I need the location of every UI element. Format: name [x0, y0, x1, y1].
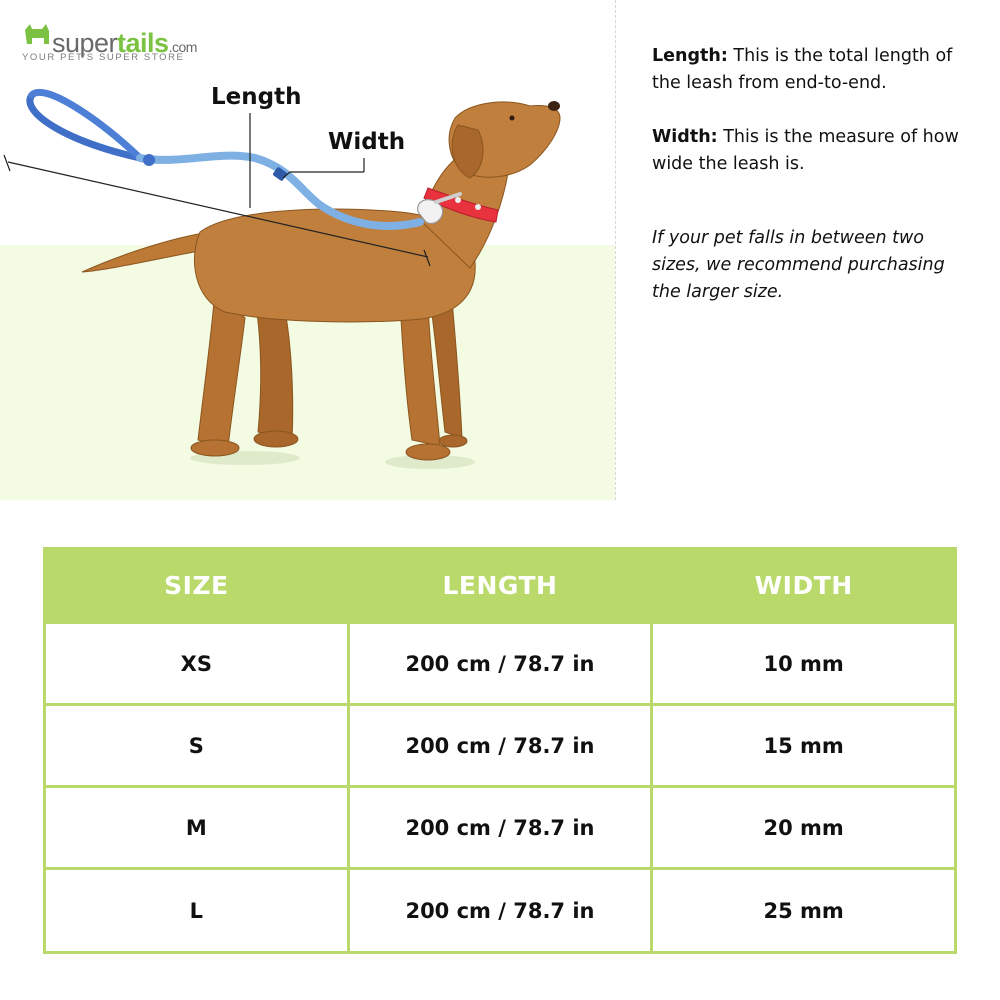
length-cell: 200 cm / 78.7 in [348, 869, 652, 953]
length-description: This is the total length of the leash from end-to-end. [652, 46, 953, 93]
blue-leash [30, 92, 460, 226]
table-header-row [45, 549, 956, 623]
table-row [45, 623, 956, 705]
logo-tagline: YOUR PET'S SUPER STORE [22, 52, 185, 63]
length-cell: 200 cm / 78.7 in [348, 623, 652, 705]
logo-word-part2: tails [117, 28, 169, 58]
size-cell: S [45, 705, 349, 787]
length-cell: 200 cm / 78.7 in [348, 787, 652, 869]
header-length: LENGTH [348, 549, 652, 623]
illustration-area [0, 0, 615, 500]
size-cell: L [45, 869, 349, 953]
length-term: Length: [652, 46, 728, 66]
logo-word-part1: super [52, 28, 118, 58]
length-callout-label: Length [211, 84, 302, 110]
width-description: This is the measure of how wide the leash is. [652, 127, 959, 174]
width-cell: 20 mm [652, 787, 956, 869]
table-row [45, 869, 956, 953]
logo-domain-suffix: .com [168, 39, 197, 55]
measurement-info-panel [652, 43, 972, 333]
vertical-divider [615, 0, 616, 500]
width-cell: 10 mm [652, 623, 956, 705]
size-recommendation-note: If your pet falls in between two sizes, we recommend purchasing the larger size. [652, 228, 945, 302]
size-cell: M [45, 787, 349, 869]
size-cell: XS [45, 623, 349, 705]
table-row [45, 705, 956, 787]
width-definition [652, 124, 972, 178]
length-definition [652, 43, 972, 97]
dog-figure [82, 101, 560, 460]
size-chart-table [43, 547, 957, 954]
supertails-logo[interactable] [20, 14, 220, 66]
table-row [45, 787, 956, 869]
width-cell: 15 mm [652, 705, 956, 787]
header-width: WIDTH [652, 549, 956, 623]
header-size: SIZE [45, 549, 349, 623]
dog-with-leash-illustration [0, 0, 615, 500]
width-callout-label: Width [328, 129, 406, 155]
width-cell: 25 mm [652, 869, 956, 953]
length-cell: 200 cm / 78.7 in [348, 705, 652, 787]
dog-logo-icon [22, 20, 52, 50]
width-term: Width: [652, 127, 718, 147]
